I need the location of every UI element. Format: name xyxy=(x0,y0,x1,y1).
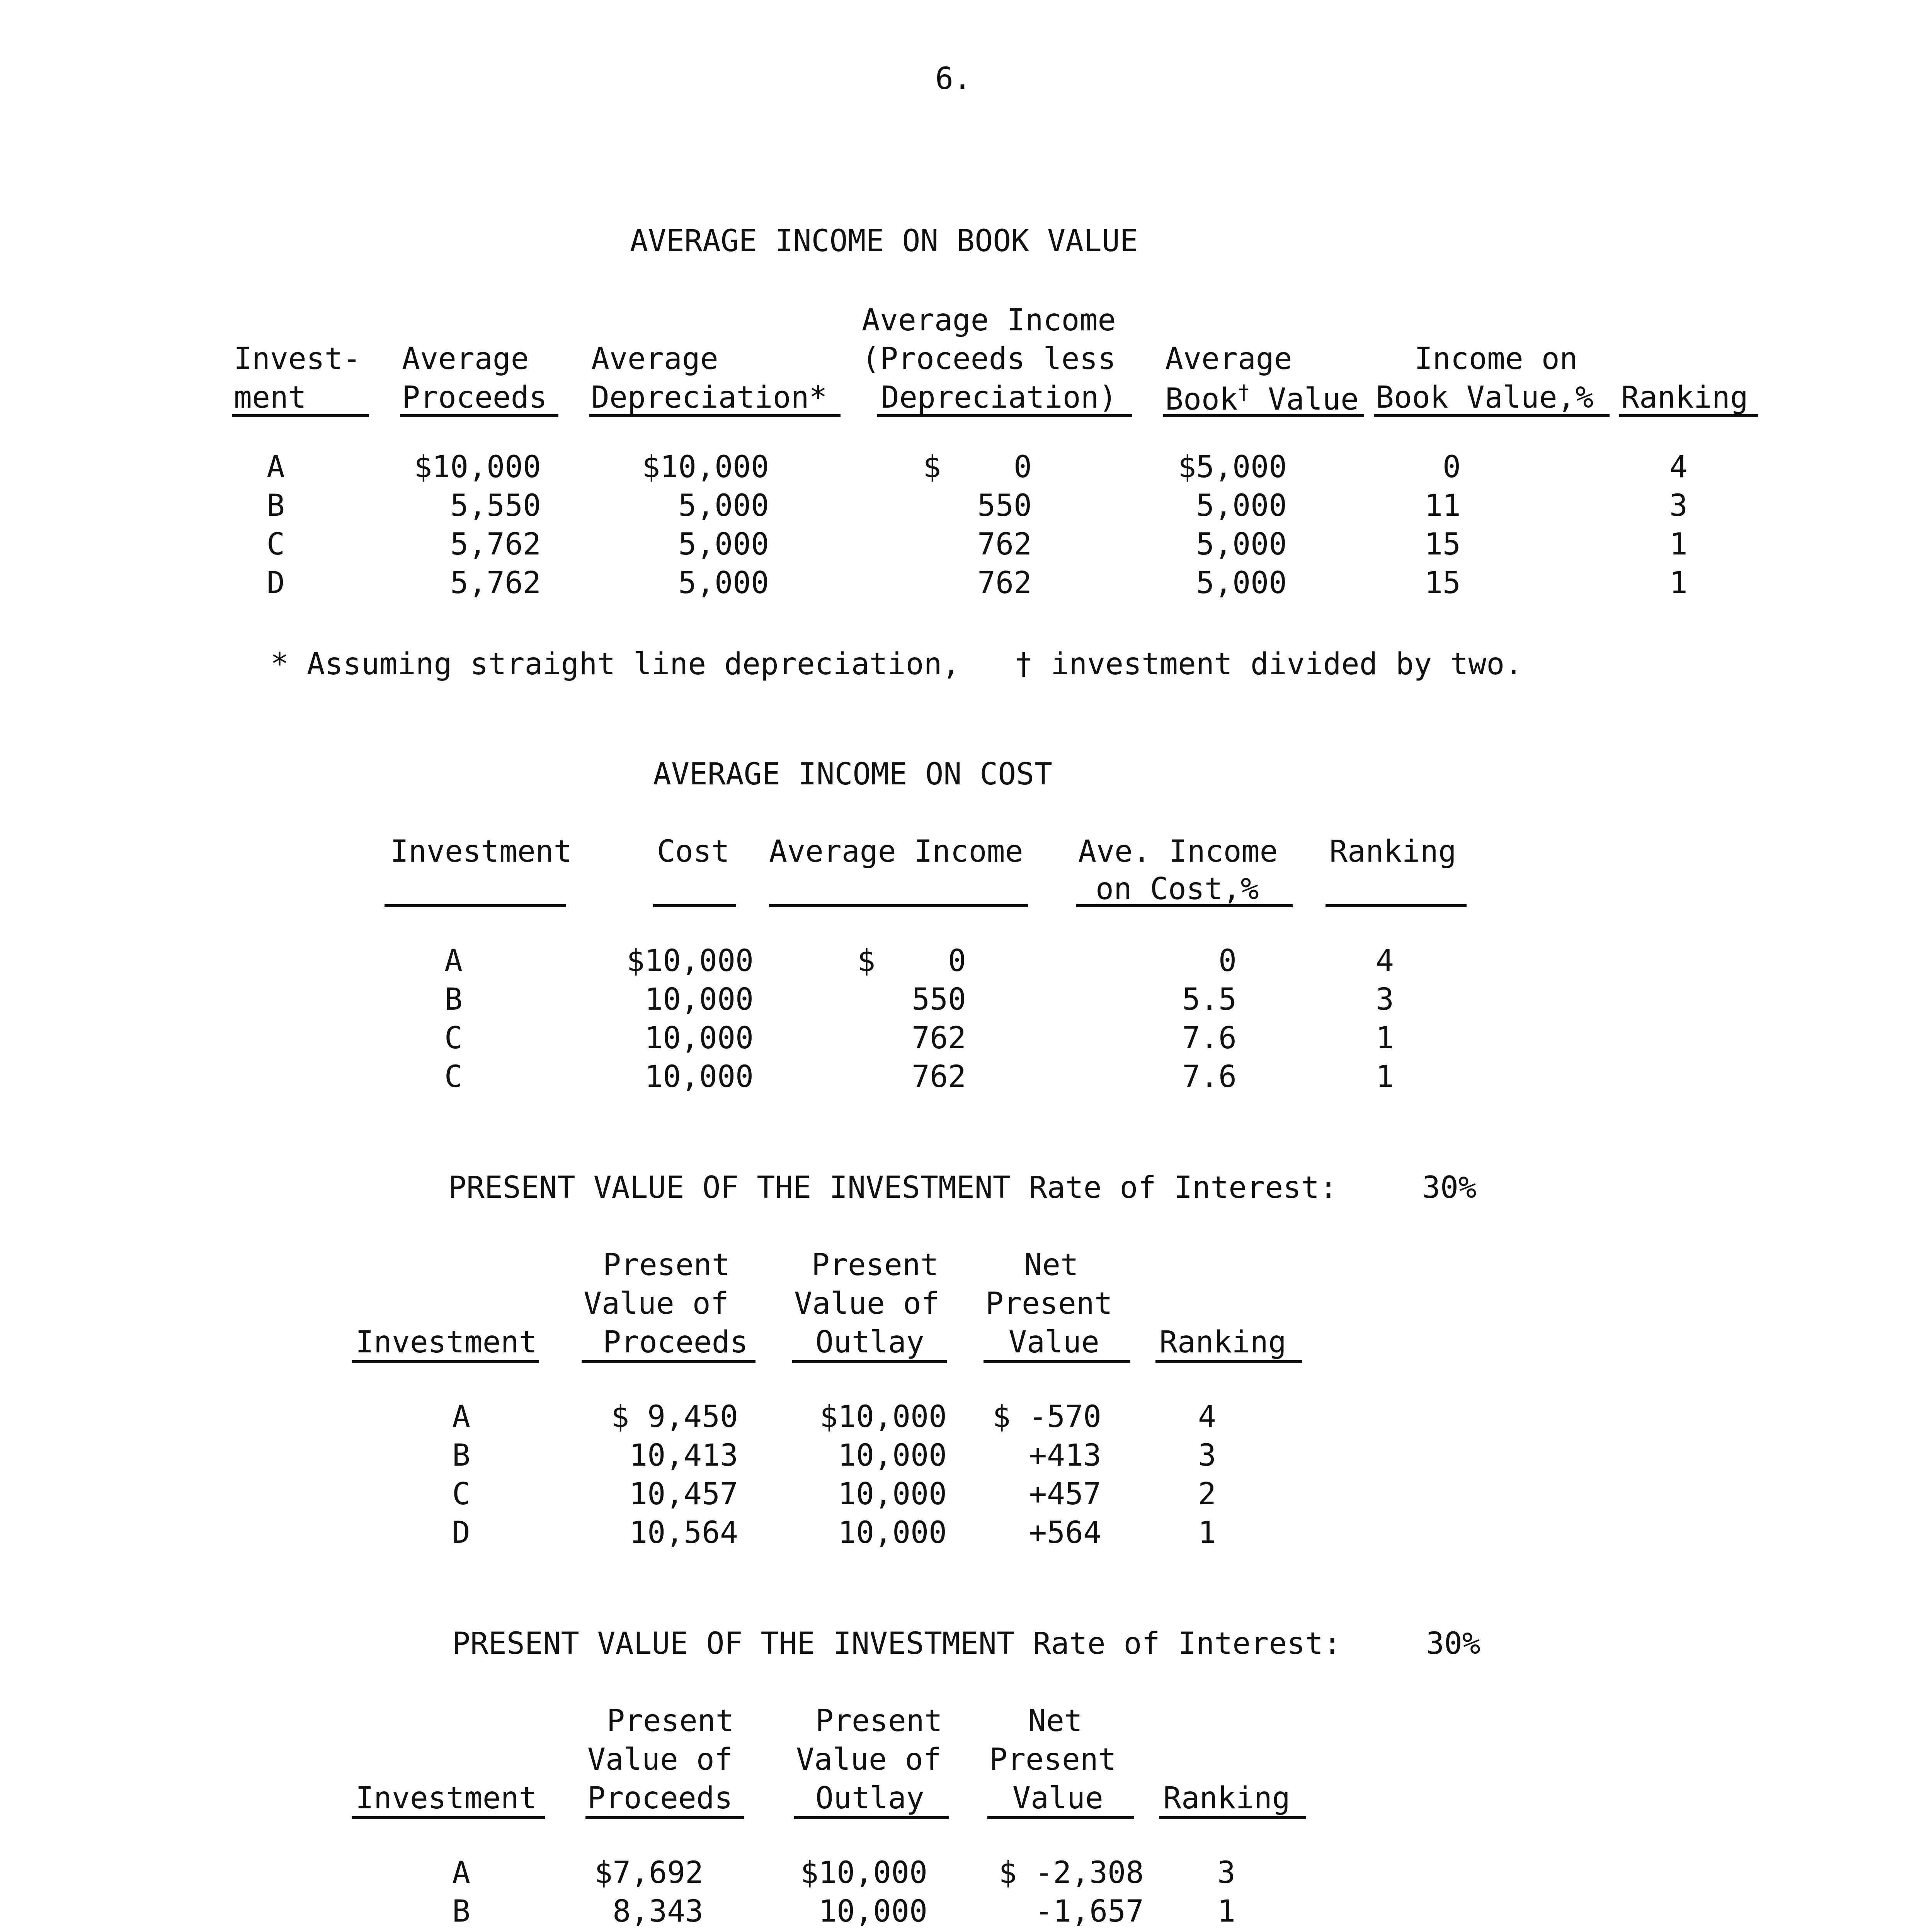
t3-h-rank: Ranking xyxy=(1159,1325,1286,1360)
t3-cell: +564 xyxy=(1029,1515,1101,1550)
t1-cell: 5,000 xyxy=(678,566,769,600)
t1-h-book-2: Book† Value xyxy=(1165,381,1359,417)
t2-cell: 550 xyxy=(912,982,966,1017)
t3-cell: 1 xyxy=(1198,1515,1216,1550)
t1-rule-proc xyxy=(400,414,558,417)
t1-h-proc-2: Proceeds xyxy=(402,380,547,415)
t4-h-pvo-3: Outlay xyxy=(815,1781,924,1816)
t1-h-inc-2: (Proceeds less xyxy=(862,342,1116,376)
t2-cell: $ 0 xyxy=(857,944,966,978)
t2-rule-cost xyxy=(653,904,736,907)
t3-h-pvo-1: Present xyxy=(812,1248,939,1282)
t1-h-inc-3: Depreciation) xyxy=(881,380,1117,415)
t2-cell: C xyxy=(444,1021,463,1056)
t1-cell: 5,000 xyxy=(1196,527,1287,562)
t3-h-inv: Investment xyxy=(356,1325,537,1360)
t3-h-npv-1: Net xyxy=(1024,1248,1079,1282)
table3-rate: 30% xyxy=(1422,1170,1477,1205)
t3-cell: 10,000 xyxy=(838,1515,947,1550)
t1-rule-inc xyxy=(877,414,1132,417)
t2-rule-inv xyxy=(385,904,566,907)
t2-cell: 5.5 xyxy=(1182,982,1237,1017)
t1-cell: D xyxy=(267,566,285,600)
t2-rule-rank xyxy=(1326,904,1467,907)
t2-h-inc: Average Income xyxy=(769,834,1023,869)
t1-rule-inv xyxy=(232,414,369,417)
t3-cell: 3 xyxy=(1198,1438,1216,1473)
t1-cell: 5,000 xyxy=(678,527,769,562)
t2-cell: B xyxy=(444,982,463,1017)
t3-cell: 4 xyxy=(1198,1400,1216,1434)
t2-cell: C xyxy=(444,1060,463,1094)
t1-rule-dep xyxy=(589,414,841,417)
t2-cell: 1 xyxy=(1376,1021,1394,1056)
t3-cell: B xyxy=(452,1438,470,1473)
t3-cell: A xyxy=(452,1400,470,1434)
t2-cell: 10,000 xyxy=(645,982,754,1017)
t4-cell: B xyxy=(452,1894,470,1929)
t3-cell: 10,000 xyxy=(838,1438,947,1473)
t4-h-npv-2: Present xyxy=(989,1742,1116,1777)
t4-rule-rank xyxy=(1159,1816,1306,1819)
t2-cell: 10,000 xyxy=(645,1060,754,1094)
t2-cell: A xyxy=(444,944,463,978)
t1-cell: 4 xyxy=(1669,450,1688,485)
t4-h-rank: Ranking xyxy=(1163,1781,1290,1816)
t1-cell: $ 0 xyxy=(923,450,1032,485)
t1-cell: 5,550 xyxy=(450,488,541,523)
t4-cell: A xyxy=(452,1855,470,1890)
t2-h-pct-2: on Cost,% xyxy=(1096,872,1259,906)
t3-h-npv-2: Present xyxy=(985,1286,1113,1321)
t1-cell: 1 xyxy=(1669,527,1688,562)
t4-h-pvo-2: Value of xyxy=(796,1742,941,1777)
t2-cell: 762 xyxy=(912,1060,966,1094)
t1-h-dep-2: Depreciation* xyxy=(591,380,827,415)
t1-h-book-1: Average xyxy=(1165,342,1292,376)
t1-cell: 0 xyxy=(1443,450,1461,485)
t3-rule-pvo xyxy=(792,1360,947,1363)
t3-h-npv-3: Value xyxy=(1009,1325,1099,1360)
t1-cell: C xyxy=(267,527,285,562)
t1-h-pct-2: Book Value,% xyxy=(1376,380,1594,415)
t3-cell: $10,000 xyxy=(820,1400,947,1434)
table2-title: AVERAGE INCOME ON COST xyxy=(653,757,1053,792)
t1-h-rank: Ranking xyxy=(1621,380,1748,415)
table4-title: PRESENT VALUE OF THE INVESTMENT Rate of Interest: xyxy=(452,1626,1342,1661)
t2-h-inv: Investment xyxy=(390,834,572,869)
t1-cell: $10,000 xyxy=(414,450,541,485)
t1-rule-book xyxy=(1163,414,1364,417)
t2-cell: $10,000 xyxy=(626,944,754,978)
t4-rule-inv xyxy=(352,1816,545,1819)
t4-h-pvp-2: Value of xyxy=(587,1742,733,1777)
t2-cell: 7.6 xyxy=(1182,1060,1237,1094)
t3-rule-inv xyxy=(352,1360,539,1363)
t1-rule-pct xyxy=(1374,414,1610,417)
t1-cell: 15 xyxy=(1424,566,1461,600)
t3-h-pvp-1: Present xyxy=(603,1248,730,1282)
t4-h-npv-1: Net xyxy=(1028,1704,1082,1738)
t1-cell: $10,000 xyxy=(642,450,769,485)
t4-rule-pvp xyxy=(585,1816,744,1819)
t2-cell: 0 xyxy=(1218,944,1237,978)
t1-cell: A xyxy=(267,450,285,485)
t1-h-inv-2: ment xyxy=(234,380,306,415)
t4-rule-pvo xyxy=(794,1816,949,1819)
t3-rule-pvp xyxy=(582,1360,756,1363)
t3-rule-rank xyxy=(1155,1360,1302,1363)
t3-h-pvo-2: Value of xyxy=(794,1286,939,1321)
t2-cell: 4 xyxy=(1376,944,1394,978)
t1-cell: 5,762 xyxy=(450,527,541,562)
t4-rule-npv xyxy=(987,1816,1134,1819)
t3-rule-npv xyxy=(984,1360,1130,1363)
table3-title: PRESENT VALUE OF THE INVESTMENT Rate of Interest: xyxy=(448,1170,1338,1205)
t4-h-pvp-3: Proceeds xyxy=(587,1781,733,1816)
t1-cell: 5,762 xyxy=(450,566,541,600)
t4-cell: $7,692 xyxy=(594,1855,703,1890)
t1-h-dep-1: Average xyxy=(591,342,718,376)
t4-h-inv: Investment xyxy=(356,1781,537,1816)
t2-h-pct-1: Ave. Income xyxy=(1078,834,1278,869)
t4-h-pvo-1: Present xyxy=(815,1704,943,1738)
t3-cell: 2 xyxy=(1198,1477,1216,1512)
t3-cell: 10,564 xyxy=(629,1515,738,1550)
t3-cell: 10,000 xyxy=(838,1477,947,1512)
t3-h-pvo-3: Outlay xyxy=(815,1325,924,1360)
t3-h-pvp-2: Value of xyxy=(584,1286,729,1321)
t3-cell: C xyxy=(452,1477,470,1512)
t1-h-pct-1: Income on xyxy=(1414,342,1578,376)
t1-cell: 5,000 xyxy=(1196,488,1287,523)
t1-rule-rank xyxy=(1619,414,1758,417)
t1-cell: B xyxy=(267,488,285,523)
t4-cell: 1 xyxy=(1217,1894,1235,1929)
t4-cell: 10,000 xyxy=(818,1894,927,1929)
t3-cell: 10,413 xyxy=(629,1438,738,1473)
t4-h-pvp-1: Present xyxy=(607,1704,734,1738)
t1-cell: $5,000 xyxy=(1178,450,1287,485)
t4-cell: $ -2,308 xyxy=(999,1855,1144,1890)
t1-h-proc-1: Average xyxy=(402,342,529,376)
t3-cell: 10,457 xyxy=(629,1477,738,1512)
t4-cell: 8,343 xyxy=(613,1894,703,1929)
t1-cell: 5,000 xyxy=(678,488,769,523)
t1-cell: 15 xyxy=(1424,527,1461,562)
t2-cell: 3 xyxy=(1376,982,1394,1017)
t2-cell: 10,000 xyxy=(645,1021,754,1056)
t1-cell: 5,000 xyxy=(1196,566,1287,600)
t1-cell: 550 xyxy=(977,488,1032,523)
t2-h-rank: Ranking xyxy=(1329,834,1457,869)
t1-cell: 11 xyxy=(1424,488,1461,523)
t1-cell: 1 xyxy=(1669,566,1688,600)
t3-cell: +457 xyxy=(1029,1477,1101,1512)
t2-rule-inc xyxy=(769,904,1028,907)
t3-cell: D xyxy=(452,1515,470,1550)
table4-rate: 30% xyxy=(1426,1626,1480,1661)
table1-title: AVERAGE INCOME ON BOOK VALUE xyxy=(630,224,1138,259)
t1-h-inc-1: Average Income xyxy=(862,303,1116,338)
t1-cell: 3 xyxy=(1669,488,1688,523)
t3-cell: $ 9,450 xyxy=(611,1400,738,1434)
t2-cell: 7.6 xyxy=(1182,1021,1237,1056)
t3-cell: +413 xyxy=(1029,1438,1101,1473)
t1-h-inv-1: Invest- xyxy=(234,342,361,376)
t2-h-cost: Cost xyxy=(657,834,730,869)
t4-cell: -1,657 xyxy=(1035,1894,1144,1929)
t2-cell: 1 xyxy=(1376,1060,1394,1094)
t1-cell: 762 xyxy=(977,527,1032,562)
t2-cell: 762 xyxy=(912,1021,966,1056)
table1-footnote: * Assuming straight line depreciation, † investment divided by two. xyxy=(271,647,1523,682)
t4-cell: 3 xyxy=(1217,1855,1235,1890)
t2-rule-pct xyxy=(1076,904,1293,907)
t1-cell: 762 xyxy=(977,566,1032,600)
t3-cell: $ -570 xyxy=(992,1400,1101,1434)
t3-h-pvp-3: Proceeds xyxy=(603,1325,748,1360)
t4-h-npv-3: Value xyxy=(1012,1781,1103,1816)
t4-cell: $10,000 xyxy=(800,1855,927,1890)
page-number: 6. xyxy=(935,61,972,96)
